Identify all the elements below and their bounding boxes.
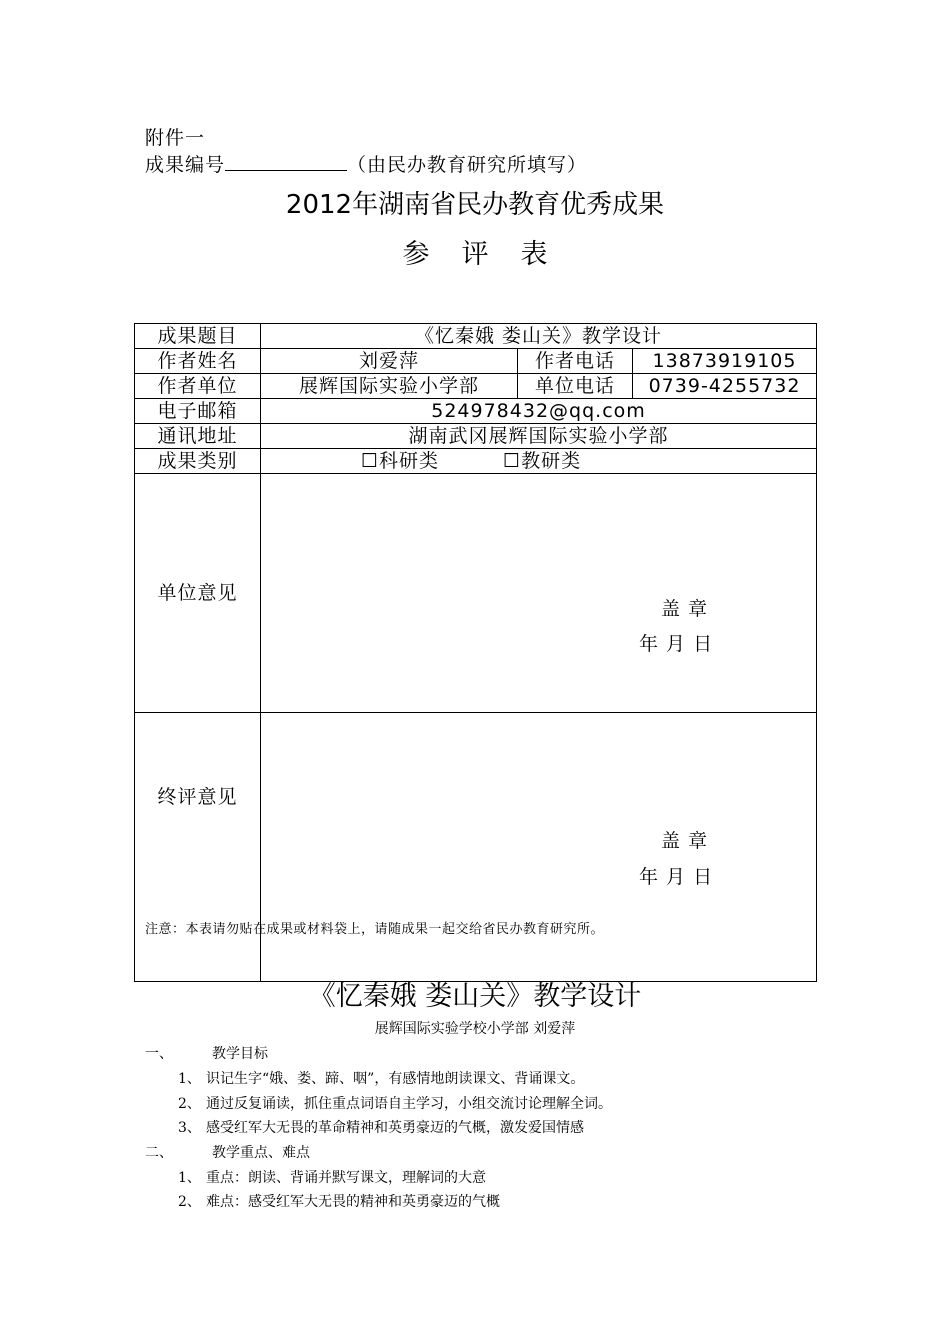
author-name-value[interactable]: 刘爱萍 [261,349,518,374]
page-title: 2012年湖南省民办教育优秀成果 [285,190,665,220]
title-label: 成果题目 [135,324,261,349]
result-code-label: 成果编号 [145,154,226,176]
category-teaching-checkbox[interactable]: ☐教研类 [503,450,582,472]
author-unit-label: 作者单位 [135,374,261,399]
document-author: 展辉国际实验学校小学部 刘爱萍 [374,1021,576,1037]
unit-phone-label: 单位电话 [518,374,633,399]
result-code-line [145,150,587,177]
subtitle-char: 参 [402,239,430,270]
goal-number: 2、 [178,1096,201,1112]
subtitle-char: 评 [461,239,489,270]
page-subtitle [0,232,950,271]
title-value[interactable]: 《忆秦娥 娄山关》教学设计 [261,324,817,349]
result-code-note: （由民办教育研究所填写） [347,154,588,176]
point-number: 1、 [178,1170,201,1186]
address-value[interactable]: 湖南武冈展辉国际实验小学部 [261,424,817,449]
author-name-label: 作者姓名 [135,349,261,374]
category-options [261,449,817,474]
unit-phone-value[interactable]: 0739-4255732 [633,374,817,399]
goal-number: 1、 [178,1071,201,1087]
goal-text: 识记生字“娥、娄、蹄、咽”，有感情地朗读课文、背诵课文。 [206,1071,585,1087]
section1-title: 教学目标 [212,1046,268,1062]
email-value[interactable]: 524978432@qq.com [261,399,817,424]
point-text: 难点：感受红军大无畏的精神和英勇豪迈的气概 [206,1194,500,1210]
section2-title: 教学重点、难点 [212,1145,310,1161]
author-unit-value[interactable]: 展辉国际实验小学部 [261,374,518,399]
point-number: 2、 [178,1194,201,1210]
subtitle-char: 表 [520,239,548,270]
section1-number: 一、 [145,1046,173,1062]
unit-opinion-label: 单位意见 [135,474,261,713]
final-date-label: 年 月 日 [639,866,714,888]
result-code-field[interactable] [225,153,347,171]
form-note: 注意：本表请勿贴在成果或材料袋上，请随成果一起交给省民办教育研究所。 [145,922,605,937]
section2-number: 二、 [145,1145,173,1161]
goal-number: 3、 [178,1120,201,1136]
goal-text: 通过反复诵读，抓住重点词语自主学习，小组交流讨论理解全词。 [206,1096,612,1112]
author-phone-value[interactable]: 13873919105 [633,349,817,374]
attachment-label: 附件一 [145,127,206,149]
final-opinion-label: 终评意见 [135,713,261,982]
final-opinion-field[interactable] [261,713,817,982]
address-label: 通讯地址 [135,424,261,449]
category-research-checkbox[interactable]: ☐科研类 [361,450,440,472]
document-title: 《忆秦娥 娄山关》教学设计 [308,981,642,1012]
unit-date-label: 年 月 日 [639,633,714,655]
category-label: 成果类别 [135,449,261,474]
author-phone-label: 作者电话 [518,349,633,374]
final-stamp-label: 盖 章 [661,830,709,852]
goal-text: 感受红军大无畏的革命精神和英勇豪迈的气概，激发爱国情感 [206,1120,584,1136]
email-label: 电子邮箱 [135,399,261,424]
unit-stamp-label: 盖 章 [661,598,709,620]
point-text: 重点：朗读、背诵并默写课文，理解词的大意 [206,1170,486,1186]
unit-opinion-field[interactable] [261,474,817,713]
evaluation-form [134,323,817,982]
